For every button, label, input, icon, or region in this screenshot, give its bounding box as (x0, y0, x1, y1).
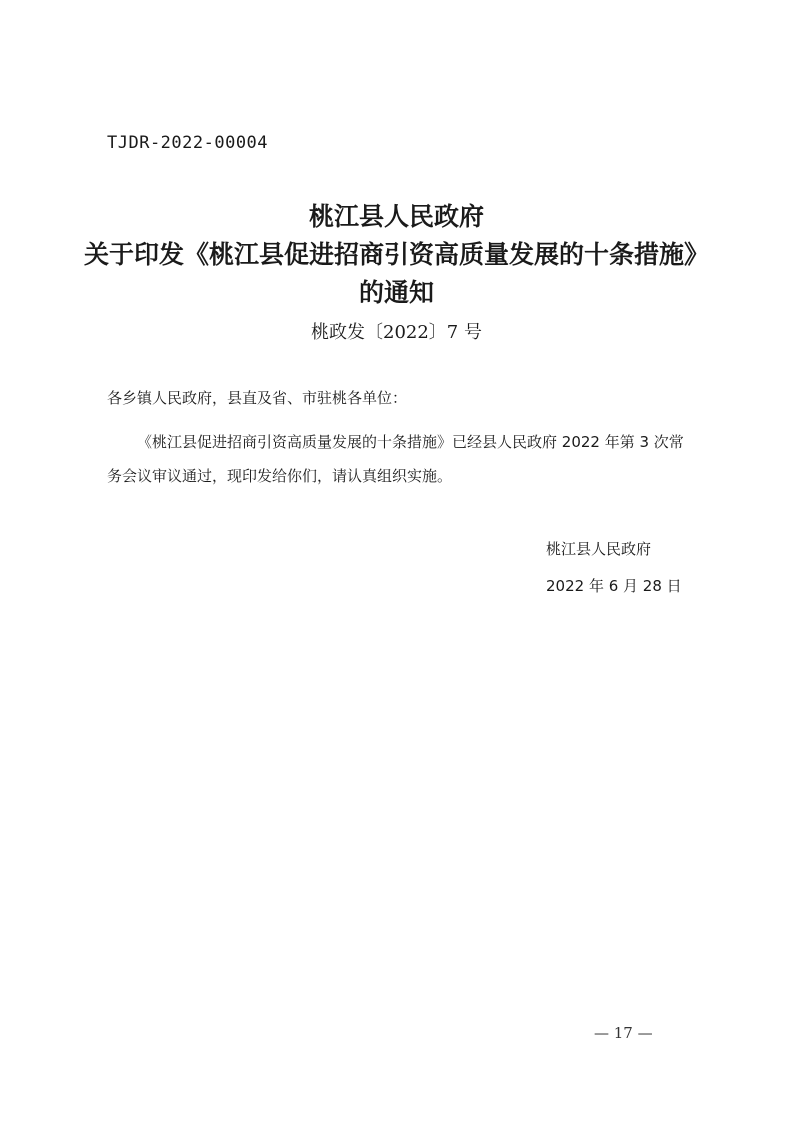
document-number: TJDR-2022-00004 (107, 133, 269, 153)
signature: 桃江县人民政府 (546, 540, 652, 558)
title-line-subject: 关于印发《桃江县促进招商引资高质量发展的十条措施》 (83, 240, 709, 269)
title-block (0, 198, 793, 344)
salutation: 各乡镇人民政府，县直及省、市驻桃各单位： (107, 389, 408, 407)
body-paragraph: 《桃江县促进招商引资高质量发展的十条措施》已经县人民政府 2022 年第 3 次常务会议审议通过，现印发给你们，请认真组织实施。 (107, 433, 684, 485)
issue-number: 桃政发〔2022〕7 号 (311, 322, 482, 343)
page-number: — 17 — (594, 1024, 653, 1042)
title-line-issuer: 桃江县人民政府 (308, 202, 484, 231)
sign-date: 2022 年 6 月 28 日 (546, 577, 682, 595)
title-line-notice: 的通知 (358, 278, 434, 307)
